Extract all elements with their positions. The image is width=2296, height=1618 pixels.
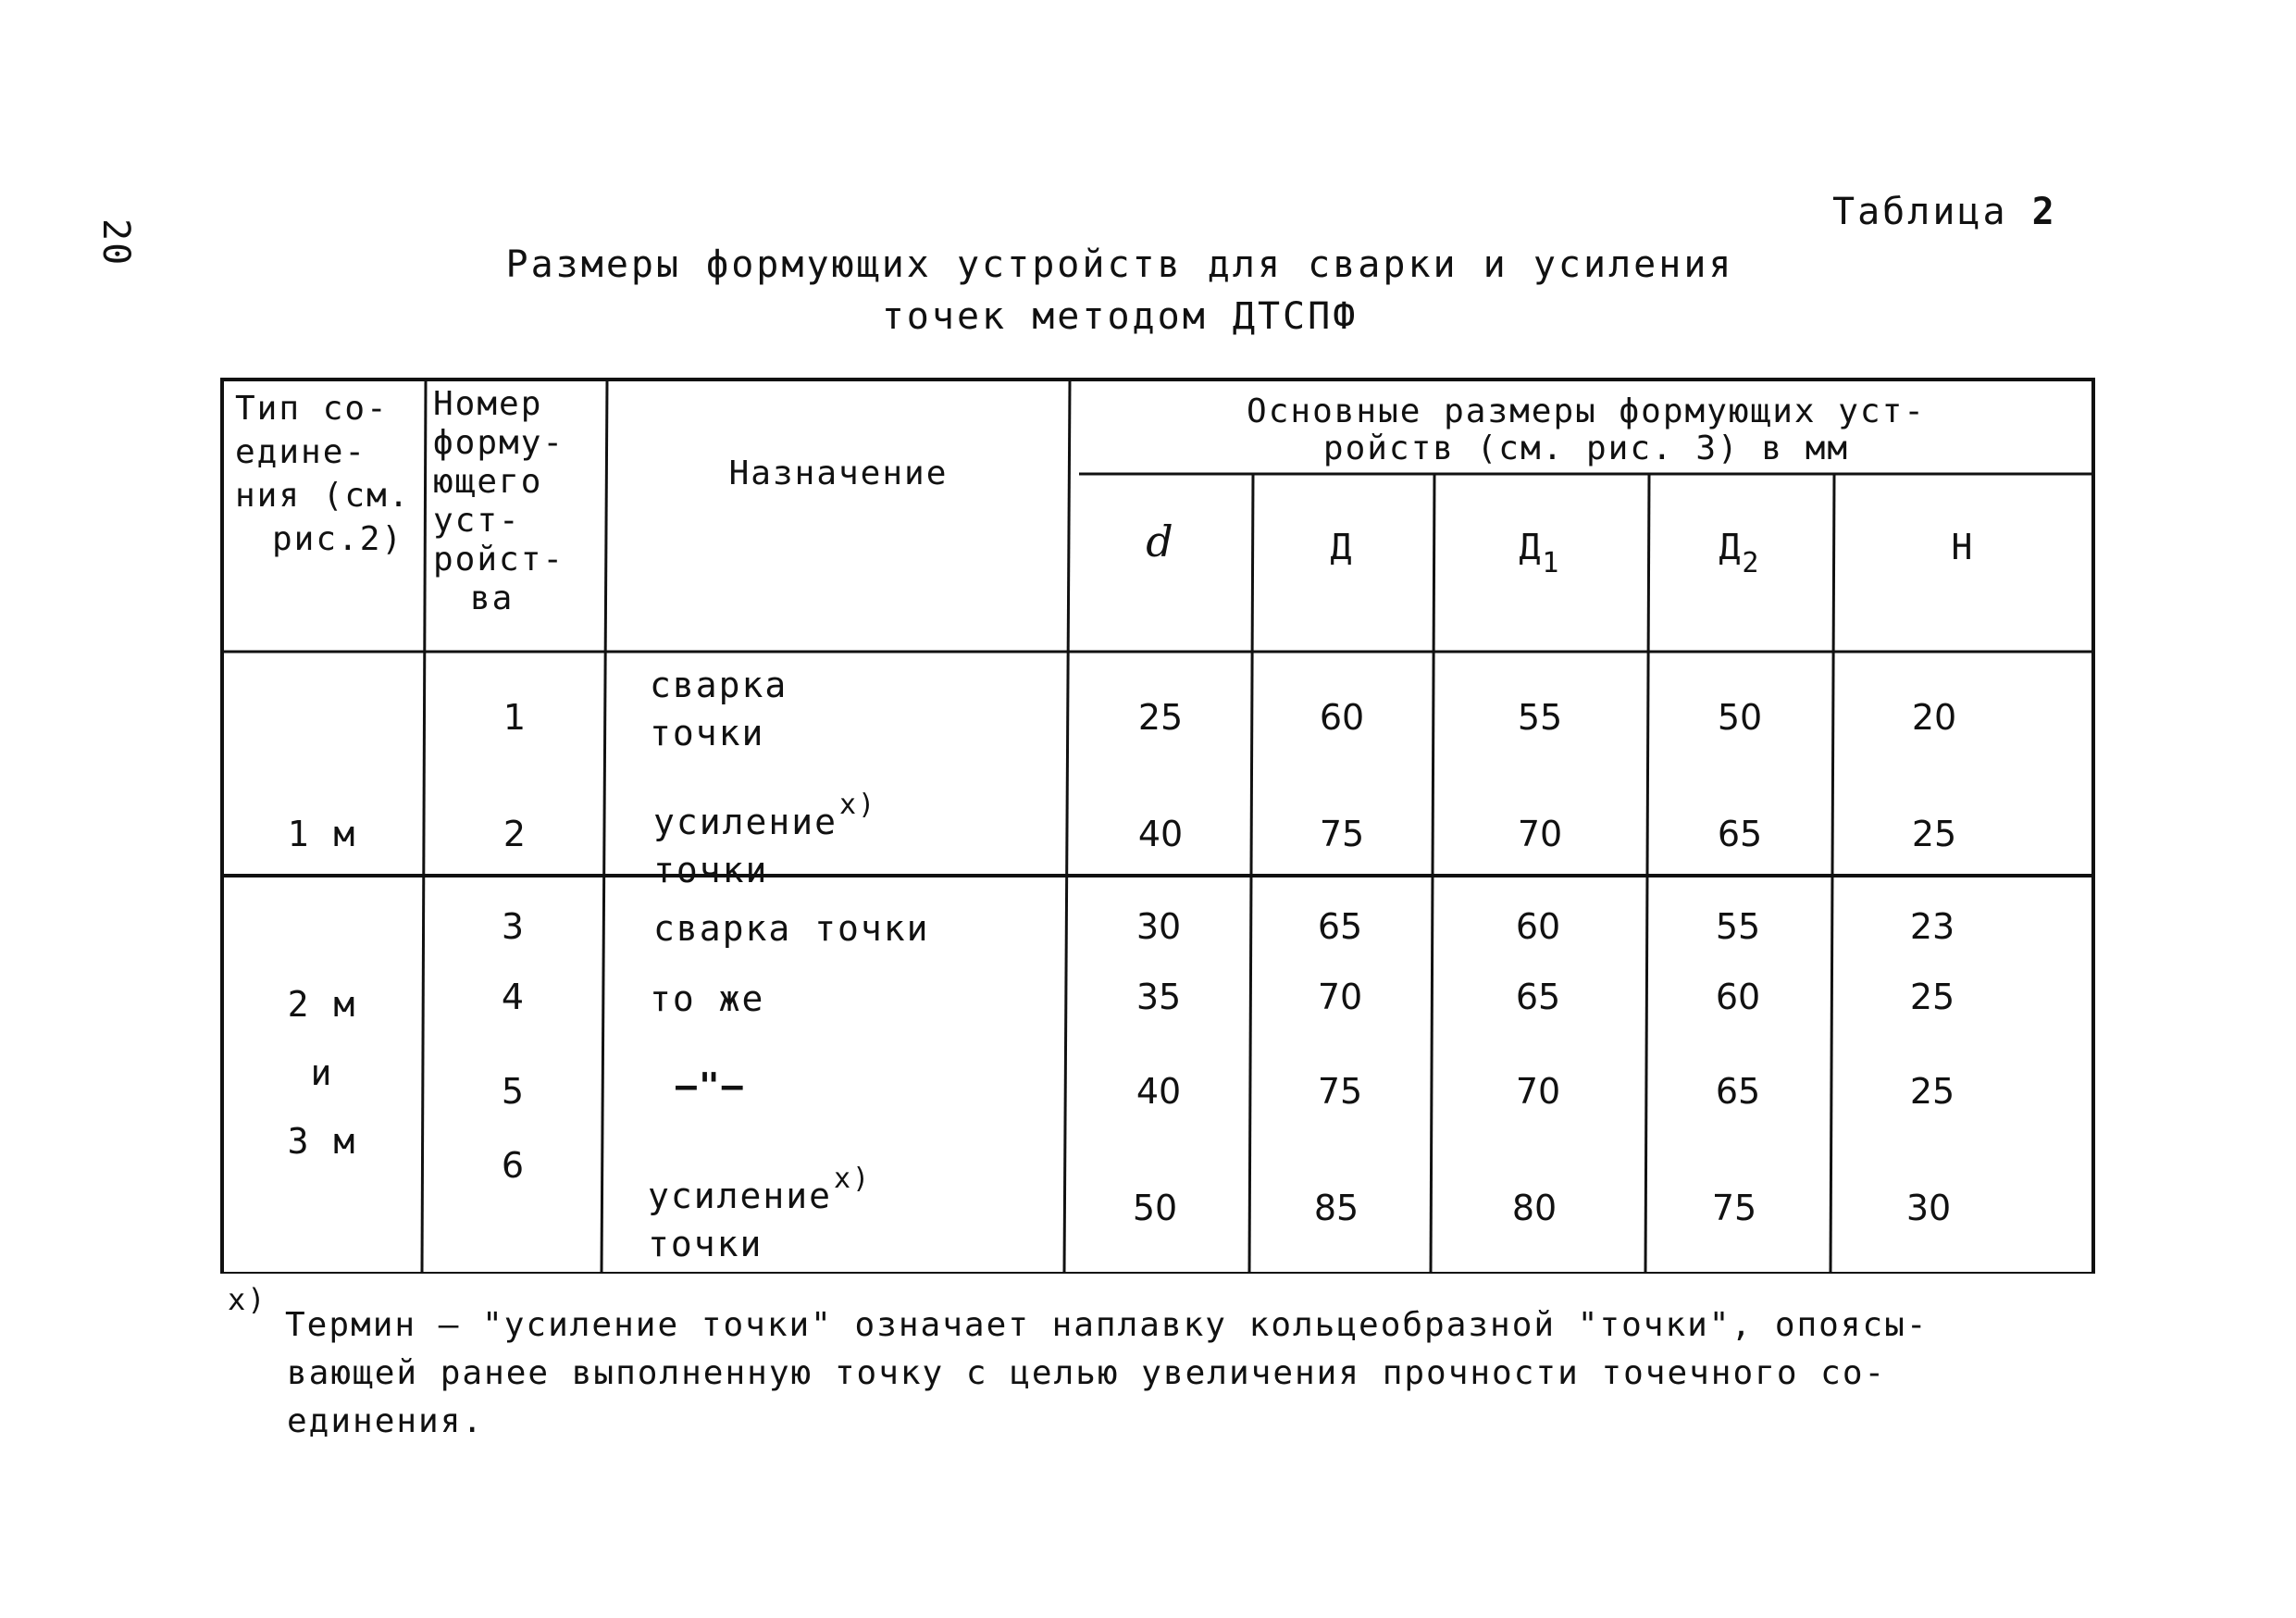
header-connection-type-line: Тип со- bbox=[235, 390, 389, 428]
header-connection-type-line: ния (см. bbox=[235, 477, 411, 515]
device-number: 3 bbox=[501, 906, 525, 947]
device-number: 2 bbox=[503, 814, 527, 854]
value-D: 75 bbox=[1317, 1071, 1363, 1112]
value-D: 65 bbox=[1317, 906, 1363, 947]
value-H: 30 bbox=[1905, 1188, 1952, 1228]
footnote-ref: x) bbox=[834, 1163, 872, 1195]
value-D2: 50 bbox=[1717, 697, 1763, 738]
dimensions-table bbox=[213, 378, 2103, 1274]
dim-symbol: Д bbox=[1519, 527, 1543, 567]
value-d: 50 bbox=[1132, 1188, 1178, 1228]
page-number: 20 bbox=[94, 218, 137, 268]
device-number: 6 bbox=[501, 1145, 525, 1186]
dim-symbol: Н bbox=[1951, 527, 1975, 567]
value-H: 25 bbox=[1909, 1071, 1955, 1112]
dim-symbol: Д bbox=[1719, 527, 1743, 567]
col-divider-4 bbox=[1249, 474, 1253, 1272]
header-dim-D2 bbox=[1647, 524, 1832, 587]
device-number: 4 bbox=[501, 977, 525, 1017]
header-connection-type-line: рис.2) bbox=[272, 520, 404, 558]
footnote-text bbox=[285, 1301, 2099, 1446]
dim-subscript: 2 bbox=[1742, 547, 1761, 579]
header-main-dimensions bbox=[1079, 391, 2093, 470]
value-H: 25 bbox=[1909, 977, 1955, 1017]
footnote-ref: x) bbox=[839, 789, 877, 821]
value-d: 40 bbox=[1136, 1071, 1182, 1112]
value-d: 35 bbox=[1136, 977, 1182, 1017]
footnote-mark: x) bbox=[228, 1282, 267, 1317]
value-D: 60 bbox=[1319, 697, 1365, 738]
value-H: 23 bbox=[1909, 906, 1955, 947]
value-H: 25 bbox=[1911, 814, 1957, 854]
header-dim-H bbox=[1832, 524, 2093, 570]
purpose-line: точки bbox=[653, 850, 769, 890]
purpose bbox=[653, 905, 1061, 952]
header-device-number-line: ва bbox=[470, 579, 515, 617]
dim-symbol: Д bbox=[1330, 527, 1354, 567]
table-label-text: Таблица bbox=[1832, 191, 2008, 233]
value-D: 70 bbox=[1317, 977, 1363, 1017]
purpose-text: усиление bbox=[648, 1176, 833, 1216]
header-device-number-line: Номер bbox=[433, 385, 543, 423]
footnote-line: Термин – "усиление точки" означает наплавку кольцеобразной "точки", опоясы- bbox=[285, 1306, 1929, 1344]
device-number: 5 bbox=[501, 1071, 525, 1112]
device-number: 1 bbox=[503, 697, 527, 738]
value-D: 75 bbox=[1319, 814, 1365, 854]
footnote-line: вающей ранее выполненную точку с целью увеличения прочности точечного со- bbox=[287, 1354, 1887, 1392]
value-D2: 65 bbox=[1717, 814, 1763, 854]
type-line: 3 м bbox=[287, 1121, 357, 1162]
dim-symbol: d bbox=[1146, 517, 1175, 566]
table-label bbox=[1832, 191, 2057, 233]
purpose bbox=[653, 781, 1061, 894]
purpose-line bbox=[653, 781, 1061, 846]
type-1m: 1 м bbox=[287, 814, 357, 854]
table-title bbox=[463, 239, 1777, 342]
value-d: 25 bbox=[1137, 697, 1184, 738]
purpose-line bbox=[648, 1155, 1055, 1220]
header-dim-D bbox=[1251, 524, 1433, 570]
header-device-number-line: ройст- bbox=[433, 541, 565, 579]
header-device-number-line: ющего bbox=[433, 463, 543, 501]
value-D: 85 bbox=[1313, 1188, 1359, 1228]
purpose-line: то же bbox=[650, 978, 765, 1019]
header-connection-type bbox=[235, 387, 420, 561]
header-device-number bbox=[433, 385, 605, 618]
purpose-text: усиление bbox=[653, 802, 838, 842]
dim-subscript: 1 bbox=[1542, 547, 1561, 579]
header-main-dimensions-line: Основные размеры формующих уст- bbox=[1247, 392, 1926, 430]
purpose-line: сварка точки bbox=[653, 908, 930, 949]
value-H: 20 bbox=[1911, 697, 1957, 738]
purpose bbox=[650, 976, 1057, 1022]
header-dim-D1 bbox=[1433, 524, 1647, 587]
header-connection-type-line: едине- bbox=[235, 433, 367, 471]
header-main-dimensions-line: ройств (см. рис. 3) в мм bbox=[1322, 429, 1850, 467]
value-D2: 75 bbox=[1711, 1188, 1757, 1228]
purpose bbox=[650, 661, 1057, 757]
header-device-number-line: форму- bbox=[433, 424, 565, 462]
purpose-line: точки bbox=[648, 1224, 763, 1264]
header-device-number-line: уст- bbox=[433, 502, 521, 540]
type-line: и bbox=[310, 1052, 334, 1093]
title-line-1: Размеры формующих устройств для сварки и усиления bbox=[505, 243, 1734, 286]
header-purpose: Назначение bbox=[728, 454, 949, 492]
footnote-line: единения. bbox=[287, 1402, 485, 1440]
value-D2: 60 bbox=[1715, 977, 1761, 1017]
value-D1: 60 bbox=[1515, 906, 1561, 947]
type-2m-3m bbox=[222, 970, 422, 1176]
table-number: 2 bbox=[2031, 191, 2057, 233]
purpose-line: точки bbox=[650, 713, 765, 753]
value-D1: 65 bbox=[1515, 977, 1561, 1017]
col-divider-5 bbox=[1431, 474, 1434, 1272]
col-divider-7 bbox=[1831, 474, 1834, 1272]
purpose bbox=[676, 1063, 1046, 1109]
value-D1: 80 bbox=[1511, 1188, 1558, 1228]
purpose-line: –"– bbox=[676, 1065, 745, 1106]
value-D1: 70 bbox=[1517, 814, 1563, 854]
value-d: 30 bbox=[1136, 906, 1182, 947]
value-D2: 65 bbox=[1715, 1071, 1761, 1112]
title-line-2: точек методом ДТСПФ bbox=[881, 295, 1359, 338]
value-D1: 70 bbox=[1515, 1071, 1561, 1112]
purpose bbox=[648, 1155, 1055, 1268]
value-d: 40 bbox=[1137, 814, 1184, 854]
header-dim-d bbox=[1070, 518, 1251, 567]
value-D2: 55 bbox=[1715, 906, 1761, 947]
col-divider-6 bbox=[1645, 474, 1649, 1272]
type-line: 2 м bbox=[287, 984, 357, 1025]
value-D1: 55 bbox=[1517, 697, 1563, 738]
purpose-line: сварка bbox=[650, 665, 788, 705]
